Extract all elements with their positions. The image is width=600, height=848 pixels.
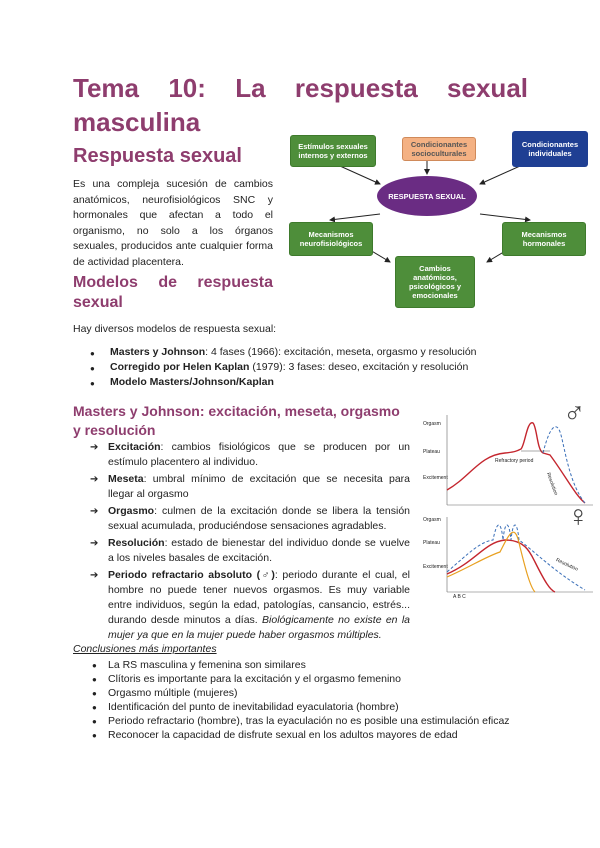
list-item: ● Corregido por Helen Kaplan (1979): 3 fases: deseo, excitación y resolución — [90, 360, 477, 375]
female-plateau-label: Plateau — [423, 540, 440, 546]
individual-box: Condicionantes individuales — [512, 131, 588, 167]
response-center: RESPUESTA SEXUAL — [377, 176, 477, 216]
list-item: ➔ Periodo refractario absoluto (♂): periodo durante el cual, el hombre no puede tener nuevos orgasmos. Es muy variable entre individuos, según la edad, patologías, cansancio, estrés... durando desde minutos a días. Biológicamente no existe en la mujer ya que en la mujer puede haber orgasmos múltiples. — [90, 568, 410, 643]
list-item: ➔ Orgasmo: culmen de la excitación donde se libera la tensión sexual acumulada, produciéndose sensaciones agradables. — [90, 504, 410, 534]
male-response-chart — [423, 397, 595, 510]
models-list — [90, 345, 477, 390]
models-intro: Hay diversos modelos de respuesta sexual: — [73, 323, 277, 335]
phases-list — [90, 440, 410, 645]
male-symbol-icon: ♂ — [563, 397, 586, 430]
list-item: ➔ Resolución: estado de bienestar del individuo donde se vuelve a los niveles basales de excitación. — [90, 536, 410, 566]
models-heading: Modelos de respuesta — [73, 274, 273, 291]
female-orgasm-label: Orgasm — [423, 517, 441, 523]
list-item: ● Clítoris es importante para la excitación y el orgasmo femenino — [90, 672, 515, 686]
male-plateau-label: Plateau — [423, 449, 440, 455]
sociocultural-box: Condicionantes socioculturales — [402, 137, 476, 161]
definition-paragraph: Es una compleja sucesión de cambios anatómicos, neurofisiológicos SNC y hormonales que afectan a todo el organismo, no solo a los órganos sexuales, producidos ante cualquier forma de actividad placentera. — [73, 178, 273, 268]
neuro-box: Mecanismos neurofisiológicos — [289, 222, 373, 256]
female-response-chart — [423, 500, 595, 622]
mj-heading: Masters y Johnson: excitación, meseta, orgasmo y resolución — [73, 403, 400, 438]
hormonal-box: Mecanismos hormonales — [502, 222, 586, 256]
page-title: Tema 10: La respuesta sexual — [73, 73, 528, 103]
female-resolution-label: Resolution — [554, 557, 579, 573]
female-excitement-label: Excitement — [423, 564, 448, 570]
female-abc-labels: A B C — [453, 594, 466, 600]
male-refractory-label: Refractory period — [495, 458, 534, 464]
list-item: ➔ Excitación: cambios fisiológicos que se producen por un estímulo placentero al individuo. — [90, 440, 410, 470]
female-symbol-icon: ♀ — [567, 500, 590, 533]
conclusions-title: Conclusiones más importantes — [73, 643, 217, 655]
changes-box: Cambios anatómicos, psicológicos y emocionales — [395, 256, 475, 308]
conclusions-list — [90, 658, 515, 742]
section-heading: Respuesta sexual — [73, 145, 242, 167]
list-item: ● Modelo Masters/Johnson/Kaplan — [90, 375, 477, 390]
page-title-line2: masculina — [73, 107, 201, 137]
list-item: ● Identificación del punto de inevitabilidad eyaculatoria (hombre) — [90, 700, 515, 714]
list-item: ● Reconocer la capacidad de disfrute sexual en los adultos mayores de edad — [90, 728, 515, 742]
male-excitement-label: Excitement — [423, 475, 448, 481]
list-item: ➔ Meseta: umbral mínimo de excitación que se necesita para llegar al orgasmo — [90, 472, 410, 502]
list-item: ● Orgasmo múltiple (mujeres) — [90, 686, 515, 700]
list-item: ● La RS masculina y femenina son similares — [90, 658, 515, 672]
male-resolution-label: Resolution — [544, 471, 559, 497]
male-orgasm-label: Orgasm — [423, 421, 441, 427]
list-item: ● Masters y Johnson: 4 fases (1966): excitación, meseta, orgasmo y resolución — [90, 345, 477, 360]
list-item: ● Periodo refractario (hombre), tras la eyaculación no es posible una estimulación eficaz — [90, 714, 515, 728]
stimuli-box: Estímulos sexuales internos y externos — [290, 135, 376, 167]
models-heading-line2: sexual — [73, 294, 123, 311]
